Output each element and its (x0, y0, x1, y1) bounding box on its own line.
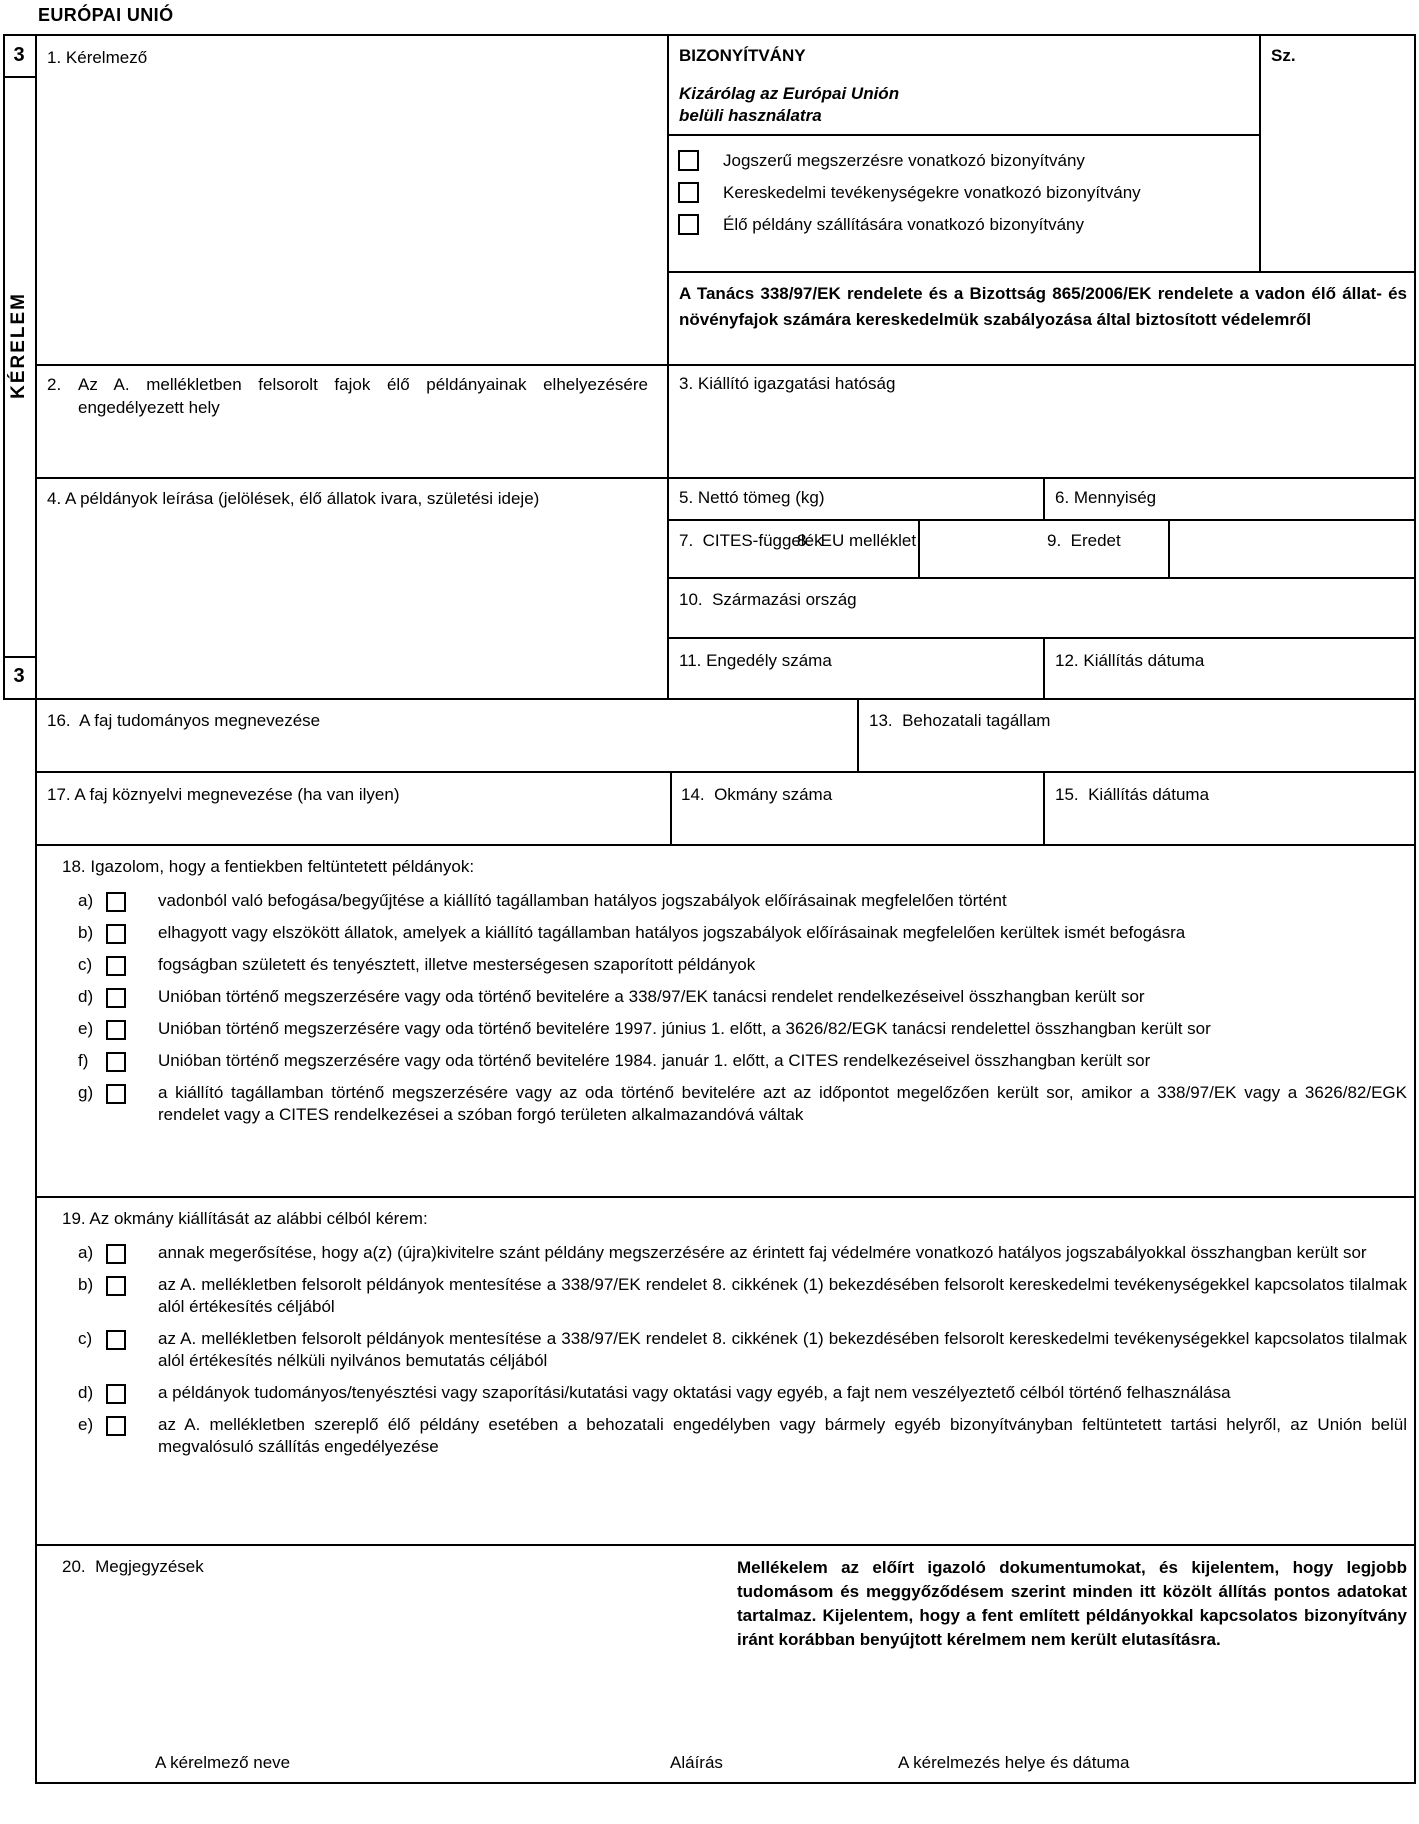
footer-signature-label: Aláírás (670, 1753, 723, 1772)
item-letter: d) (78, 987, 94, 1006)
checkbox-live-specimen-transport[interactable] (678, 214, 699, 235)
field-2-authorised-location-label (47, 373, 648, 419)
item-letter: c) (78, 1329, 93, 1348)
checkbox-18-c[interactable] (106, 956, 126, 976)
item-text: az A. mellékletben felsorolt példányok mentesítése a 338/97/EK rendelet 8. cikkének (1) bekezdésében felsorolt kereskedelmi tevékenységekkel kapcsolatos tilalmak alól értékesítés nélküli nyilvános bemutatás céljából (158, 1329, 1407, 1370)
checkbox-commercial-activities[interactable] (678, 182, 699, 203)
section-18-item-b (78, 922, 1407, 944)
section-19-item-c (78, 1328, 1407, 1372)
section-18-item-f (78, 1050, 1407, 1072)
field-3-issuing-authority-label: 3. Kiállító igazgatási hatóság (679, 374, 896, 393)
section-18-items (78, 890, 1407, 1136)
checkbox-18-d[interactable] (106, 988, 126, 1008)
section-18-item-c (78, 954, 1407, 976)
section-18-item-d (78, 986, 1407, 1008)
field-16-scientific-name-label: 16. A faj tudományos megnevezése (47, 711, 321, 730)
item-text: Unióban történő megszerzésére vagy oda történő bevitelére 1997. június 1. előtt, a 3626/82/EGK tanácsi rendelettel összhangban került sor (158, 1019, 1211, 1038)
section-19-item-a (78, 1242, 1407, 1264)
grid-line (667, 637, 1416, 639)
item-text: az A. mellékletben szereplő élő példány esetében a behozatali engedélyben vagy bármely egyéb bizonyítványban feltüntetett tartási helyről, az Unión belül megvalósuló szállítás engedélyezése (158, 1415, 1407, 1456)
grid-line (1043, 771, 1045, 846)
grid-line (1414, 34, 1416, 1784)
cert-type-row (678, 214, 1084, 235)
grid-line (35, 1544, 1416, 1546)
section-18-item-e (78, 1018, 1407, 1040)
field-4-description-label: 4. A példányok leírása (jelölések, élő állatok ivara, születési ideje) (47, 489, 540, 508)
item-letter: c) (78, 955, 93, 974)
grid-line (1043, 477, 1045, 521)
footer-place-date-label: A kérelmezés helye és dátuma (898, 1753, 1130, 1772)
item-letter: f) (78, 1051, 89, 1070)
section-18-item-a (78, 890, 1407, 912)
section-18-item-g (78, 1082, 1407, 1126)
cert-type-row (678, 182, 1141, 203)
checkbox-18-a[interactable] (106, 892, 126, 912)
field-2-text: Az A. mellékletben felsorolt fajok élő példányainak elhelyezésére engedélyezett hely (78, 375, 648, 417)
grid-line (667, 34, 669, 700)
checkbox-19-b[interactable] (106, 1276, 126, 1296)
grid-line (667, 519, 1416, 521)
field-6-quantity-label: 6. Mennyiség (1055, 488, 1157, 507)
item-letter: a) (78, 891, 94, 910)
form-copy-number-bottom: 3 (13, 665, 25, 687)
cert-type-label: Jogszerű megszerzésre vonatkozó bizonyítvány (723, 151, 1085, 170)
field-1-applicant-label: 1. Kérelmező (47, 48, 148, 67)
form-copy-number-top: 3 (13, 44, 25, 66)
item-letter: e) (78, 1415, 94, 1434)
declaration-text: Mellékelem az előírt igazoló dokumentumokat, és kijelentem, hogy legjobb tudomásom és meggyőződésem szerint minden itt közölt állítás pontos adatokat tartalmaz. Kijelentem, hogy a fent említett példányokkal kapcsolatos bizonyítvány iránt korábban benyújtott kérelmem nem került elutasításra. (737, 1558, 1407, 1649)
grid-line (667, 271, 1416, 273)
item-text: fogságban született és tenyésztett, illetve mesterségesen szaporított példányok (158, 955, 756, 974)
item-text: Unióban történő megszerzésére vagy oda történő bevitelére 1984. január 1. előtt, a CITES rendelkezéseivel összhangban került sor (158, 1051, 1151, 1070)
checkbox-18-b[interactable] (106, 924, 126, 944)
grid-line (1168, 519, 1170, 579)
regulation-text: A Tanács 338/97/EK rendelete és a Bizottság 865/2006/EK rendelete a vadon élő állat- és növényfajok számára kereskedelmük szabályozása által biztosított védelemről (679, 284, 1407, 329)
grid-line (857, 698, 859, 773)
field-13-member-state-of-import-label: 13. Behozatali tagállam (869, 711, 1051, 730)
grid-line (35, 364, 1416, 366)
grid-line (1043, 637, 1045, 700)
certificate-title: BIZONYÍTVÁNY (679, 46, 806, 65)
field-5-net-mass-label: 5. Nettó tömeg (kg) (679, 488, 825, 507)
grid-line (667, 577, 1416, 579)
cert-type-label: Kereskedelmi tevékenységekre vonatkozó bizonyítvány (723, 183, 1141, 202)
grid-line (35, 34, 37, 1784)
grid-line (1259, 34, 1261, 273)
field-10-country-of-origin-label: 10. Származási ország (679, 590, 857, 609)
field-11-permit-number-label: 11. Engedély száma (679, 651, 832, 670)
checkbox-19-a[interactable] (106, 1244, 126, 1264)
section-19-items (78, 1242, 1407, 1468)
footer-applicant-name-label: A kérelmező neve (155, 1753, 291, 1772)
checkbox-19-c[interactable] (106, 1330, 126, 1350)
grid-line (35, 477, 1416, 479)
checkbox-legal-acquisition[interactable] (678, 150, 699, 171)
item-letter: d) (78, 1383, 94, 1402)
section-18-header: 18. Igazolom, hogy a fentiekben feltüntetett példányok: (62, 857, 475, 876)
grid-line (35, 1782, 1416, 1784)
side-label-text: KÉRELEM (8, 291, 29, 399)
side-label-kerelem (3, 250, 35, 440)
field-17-common-name-label: 17. A faj köznyelvi megnevezése (ha van ilyen) (47, 785, 400, 804)
field-9-source-label: 9. Eredet (1047, 531, 1121, 550)
item-text: a kiállító tagállamban történő megszerzésére vagy az oda történő bevitelére azt az időpontot megelőzően került sor, amikor a 338/97/EK vagy a 3626/82/EGK rendelet vagy a CITES rendelkezései a szóban forgó területen alkalmazandóvá váltak (158, 1083, 1407, 1124)
certificate-subtitle-line1: Kizárólag az Európai Unión (679, 84, 900, 103)
page-title: EURÓPAI UNIÓ (38, 5, 174, 25)
field-15-date-of-issue-label: 15. Kiállítás dátuma (1055, 785, 1210, 804)
section-19-header: 19. Az okmány kiállítását az alábbi célból kérem: (62, 1209, 428, 1228)
checkbox-18-g[interactable] (106, 1084, 126, 1104)
grid-line (667, 134, 1261, 136)
grid-line (670, 771, 672, 846)
item-letter: b) (78, 923, 94, 942)
grid-line (3, 34, 1416, 36)
grid-line (35, 771, 1416, 773)
item-text: a példányok tudományos/tenyésztési vagy szaporítási/kutatási vagy oktatási vagy egyéb, a fajt nem veszélyeztető célból történő felhasználása (158, 1383, 1231, 1402)
grid-line (3, 76, 37, 78)
field-2-number: 2. (47, 375, 62, 394)
checkbox-18-f[interactable] (106, 1052, 126, 1072)
item-text: vadonból való befogása/begyűjtése a kiállító tagállamban hatályos jogszabályok előírásainak megfelelően történt (158, 891, 1007, 910)
item-letter: e) (78, 1019, 94, 1038)
section-19-item-d (78, 1382, 1407, 1404)
item-text: Unióban történő megszerzésére vagy oda történő bevitelére a 338/97/EK tanácsi rendelet rendelkezéseivel összhangban került sor (158, 987, 1145, 1006)
field-14-document-number-label: 14. Okmány száma (681, 785, 833, 804)
item-text: az A. mellékletben felsorolt példányok mentesítése a 338/97/EK rendelet 8. cikkének (1) bekezdésében felsorolt kereskedelmi tevékenységekkel kapcsolatos tilalmak alól értékesítés céljából (158, 1275, 1407, 1316)
grid-line (35, 1196, 1416, 1198)
grid-line (3, 698, 1416, 700)
certificate-subtitle-line2: belüli használatra (679, 106, 822, 125)
item-letter: a) (78, 1243, 94, 1262)
checkbox-19-d[interactable] (106, 1384, 126, 1404)
section-19-item-e (78, 1414, 1407, 1458)
item-letter: b) (78, 1275, 94, 1294)
field-7-cites-appendix-label: 7. CITES-függelék (679, 531, 823, 550)
field-8-eu-annex-label: 8. EU melléklet (797, 531, 917, 550)
grid-line (3, 656, 37, 658)
checkbox-18-e[interactable] (106, 1020, 126, 1040)
section-20-remarks-label: 20. Megjegyzések (62, 1557, 204, 1576)
cert-type-label: Élő példány szállítására vonatkozó bizonyítvány (723, 215, 1084, 234)
item-text: elhagyott vagy elszökött állatok, amelyek a kiállító tagállamban hatályos jogszabályok előírásainak megfelelően kerültek ismét befogásra (158, 923, 1186, 942)
grid-line (35, 844, 1416, 846)
checkbox-19-e[interactable] (106, 1416, 126, 1436)
field-12-date-of-issue-label: 12. Kiállítás dátuma (1055, 651, 1205, 670)
certificate-number-label: Sz. (1271, 46, 1296, 65)
cert-type-row (678, 150, 1085, 171)
grid-line (918, 519, 920, 579)
item-letter: g) (78, 1083, 94, 1102)
item-text: annak megerősítése, hogy a(z) (újra)kivitelre szánt példány megszerzésére az érintett faj védelmére vonatkozó hatályos jogszabályokkal összhangban került sor (158, 1243, 1367, 1262)
section-19-item-b (78, 1274, 1407, 1318)
